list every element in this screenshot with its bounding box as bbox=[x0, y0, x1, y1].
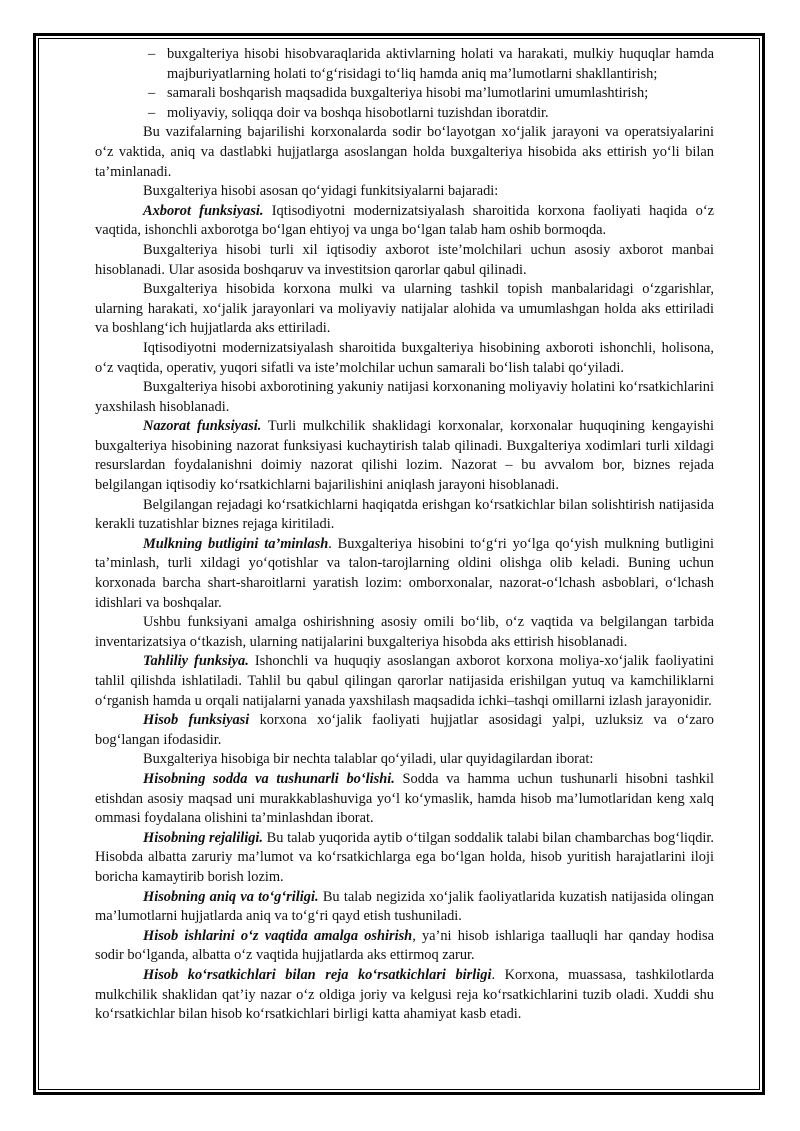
paragraph-text: Bu vazifalarning bajarilishi korxonalarda sodir bo‘layotgan xo‘jalik jarayoni va operatsiyalarini o‘z vaktida, aniq va dastlabki hujjatlarga asoslangan holda buxgalteriya hisobida aks ettirish yo‘li bilan ta’minlanadi. bbox=[95, 124, 714, 180]
list-item bbox=[95, 84, 714, 104]
paragraph-text: Belgilangan rejadagi ko‘rsatkichlarni haqiqatda erishgan ko‘rsatkichlar bilan solishtirish natijasida kerakli tuzatishlar biznes rejaga kiritiladi. bbox=[95, 496, 714, 533]
paragraph-text: Buxgalteriya hisobi asosan qo‘yidagi funkitsiyalarni bajaradi: bbox=[143, 183, 499, 200]
list-item-text: moliyaviy, soliqqa doir va boshqa hisobotlarni tuzishdan iboratdir. bbox=[167, 104, 549, 121]
section-heading: Mulkning butligini ta’minlash bbox=[143, 535, 329, 552]
paragraph-text: Iqtisodiyotni modernizatsiyalash sharoitida korxona faoliyati haqida o‘z vaqtida, ishonchli axborotga bo‘lgan ehtiyoj va unga bo‘lgan talab ham oshib bormoqda. bbox=[95, 202, 714, 239]
document-body bbox=[95, 45, 714, 1025]
paragraph bbox=[95, 966, 714, 1025]
section-heading: Hisob funksiyasi bbox=[143, 712, 250, 729]
section-heading: Hisobning aniq va to‘g‘riligi. bbox=[143, 888, 319, 905]
list-item-text: buxgalteriya hisobi hisobvaraqlarida aktivlarning holati va harakati, mulkiy huquqlar hamda majburiyatlarning holati to‘g‘risidagi to‘liq hamda aniq ma’lumotlarni shakllantirish; bbox=[167, 46, 714, 82]
paragraph bbox=[95, 829, 714, 888]
section-heading: Axborot funksiyasi. bbox=[143, 202, 264, 219]
paragraph bbox=[95, 750, 714, 770]
paragraph-text: , ya’ni hisob ishlariga taalluqli har qanday hodisa sodir bo‘lganda, albatta o‘z vaqtida hujjatlarda aks ettirmoq zarur. bbox=[95, 927, 715, 964]
paragraph-text: Ishonchli va huquqiy asoslangan axborot korxona moliya-xo‘jalik faoliyatini tahlil qilishda ishlatiladi. Tahlil bu qabul qilingan qarorlar natijasida erishilgan yutuq va kamchiliklarni o‘rganish hamda u orqali natijalarni yanada yaxshilash maqsadida ichki–tashqi omillarni izlash jarayonidir. bbox=[95, 653, 715, 709]
paragraph-text: Ushbu funksiyani amalga oshirishning asosiy omili bo‘lib, o‘z vaqtida va belgilangan tarbida inventarizatsiya o‘tkazish, ularning natijalarini buxgalteriya hisobda aks ettirish hisoblanadi. bbox=[95, 614, 714, 650]
paragraph-text: Buxgalteriya hisobiga bir nechta talablar qo‘yiladi, ular quyidagilardan iborat: bbox=[143, 751, 594, 768]
dash-marker: – bbox=[148, 46, 156, 62]
paragraph bbox=[95, 280, 714, 339]
paragraph-text: Sodda va hamma uchun tushunarli hisobni tashkil etishdan asosiy maqsad uni murakkablashuviga yo‘l ko‘ymaslik, hamda hisob ma’lumotlaridan keng xalq ommasi foydalana olishini ta’minlashdan iborat. bbox=[95, 770, 715, 827]
paragraph bbox=[95, 182, 714, 202]
section-heading: Hisob ko‘rsatkichlari bilan reja ko‘rsatkichlari birligi bbox=[143, 966, 492, 983]
paragraph bbox=[95, 417, 714, 495]
paragraph-text: Bu talab negizida xo‘jalik faoliyatlarida kuzatish natijasida olingan ma’lumotlarni hujjatlarda aniq va to‘g‘ri qayd etish tushuniladi. bbox=[95, 888, 714, 925]
section-heading: Nazorat funksiyasi. bbox=[143, 418, 262, 435]
paragraph bbox=[95, 241, 714, 280]
section-heading: Tahliliy funksiya. bbox=[143, 653, 249, 670]
bullet-list bbox=[95, 45, 714, 123]
paragraph bbox=[95, 652, 714, 711]
section-heading: Hisobning rejaliligi. bbox=[143, 829, 264, 846]
paragraph-text: . Korxona, muassasa, tashkilotlarda mulkchilik shaklidan qat’iy nazar o‘z oldiga joriy va kelgusi reja ko‘rsatkichlarini tuzib oladi. Xuddi shu ko‘rsatkichlar bilan hisob ko‘rsatkichlari birligi katta ahamiyat kasb etadi. bbox=[95, 966, 714, 1023]
paragraph bbox=[95, 123, 714, 182]
list-item bbox=[95, 104, 714, 124]
paragraph-text: . Buxgalteriya hisobini to‘g‘ri yo‘lga qo‘yish mulkning butligini ta’minlash, turli xildagi yo‘qotishlar va talon-tarojlarning oldini olishga olib keladi. Buning uchun korxonada barcha shart-sharoitlarni yaratish lozim: omborxonalar, nazorat-o‘lchash asboblari, o‘lchash idishlari va boshqalar. bbox=[95, 535, 714, 611]
paragraph bbox=[95, 613, 714, 652]
paragraph-text: Buxgalteriya hisobida korxona mulki va ularning tashkil topish manbalaridagi o‘zgarishlar, ularning harakati, xo‘jalik jarayonlari va moliyaviy natijalar alohida va umumlashgan holda aks ettiriladi va boshlang‘ich hujjatlarda aks ettiriladi. bbox=[95, 281, 714, 337]
paragraph-text: Turli mulkchilik shaklidagi korxonalar, korxonalar huquqining kengayishi buxgalteriya hisobining nazorat funksiyasi kuchaytirish talab qilinadi. Buxgalteriya xodimlari turli xildagi resurslardan foydalanishni doimiy nazorat qilishi lozim. Nazorat – bu avvalom bor, biznes rejada belgilangan iqtisodiy ko‘rsatkichlarni bajarilishini aniqlash jarayoni hisoblanadi. bbox=[95, 418, 714, 494]
paragraph bbox=[95, 202, 714, 241]
paragraph-text: Iqtisodiyotni modernizatsiyalash sharoitida buxgalteriya hisobining axboroti ishonchli, holisona, o‘z vaqtida, operativ, yuqori sifatli va iste’molchilar uchun samarali bo‘lish talabi qo‘yiladi. bbox=[95, 339, 714, 376]
dash-marker: – bbox=[148, 85, 156, 102]
list-item-text: samarali boshqarish maqsadida buxgalteriya hisobi ma’lumotlarini umumlashtirish; bbox=[167, 85, 649, 102]
paragraph bbox=[95, 378, 714, 417]
paragraph-text: Buxgalteriya hisobi turli xil iqtisodiy axborot iste’molchilari uchun asosiy axborot manbai hisoblanadi. Ular asosida boshqaruv va investitsion qarorlar qabul qilinadi. bbox=[95, 241, 714, 278]
paragraph bbox=[95, 770, 714, 829]
paragraph bbox=[95, 535, 714, 613]
paragraph-text: Buxgalteriya hisobi axborotining yakuniy natijasi korxonaning moliyaviy holatini ko‘rsatkichlarini yaxshilash hisoblanadi. bbox=[95, 379, 714, 415]
paragraph bbox=[95, 339, 714, 378]
dash-marker: – bbox=[148, 104, 156, 121]
list-item bbox=[95, 45, 714, 84]
paragraph bbox=[95, 496, 714, 535]
paragraph bbox=[95, 711, 714, 750]
section-heading: Hisob ishlarini o‘z vaqtida amalga oshirish bbox=[143, 927, 413, 944]
paragraph-text: Bu talab yuqorida aytib o‘tilgan soddalik talabi bilan chambarchas bog‘liqdir. Hisobda albatta zaruriy ma’lumot va ko‘rsatkichlarga ega bo‘lgan holda, hisob yuritish harajatlarini iloji boricha kamaytirib borish lozim. bbox=[95, 829, 714, 885]
section-heading: Hisobning sodda va tushunarli bo‘lishi. bbox=[143, 770, 395, 787]
paragraph-text: korxona xo‘jalik faoliyati hujjatlar asosidagi yalpi, uzluksiz va o‘zaro bog‘langan ifodasidir. bbox=[95, 712, 714, 748]
paragraph bbox=[95, 927, 714, 966]
paragraph bbox=[95, 888, 714, 927]
